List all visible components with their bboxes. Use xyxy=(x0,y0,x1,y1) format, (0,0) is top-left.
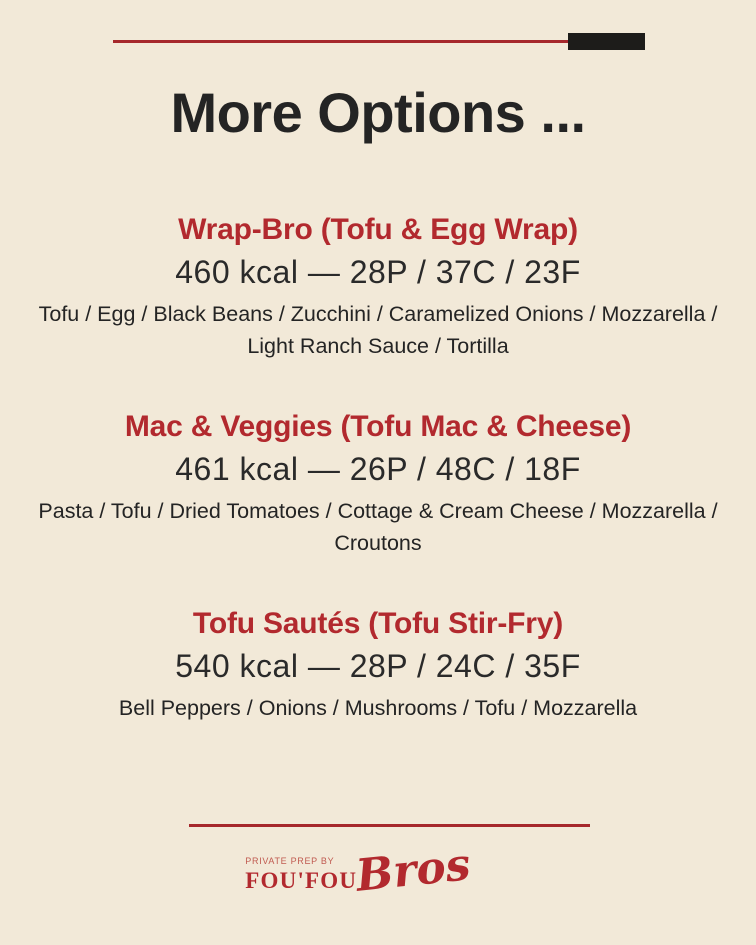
menu-item-ingredients: Pasta / Tofu / Dried Tomatoes / Cottage & Cream Cheese / Mozzarella / Croutons xyxy=(38,498,718,555)
menu-item-name: Tofu Sautés (Tofu Stir-Fry) xyxy=(192,607,564,640)
menu-item-name: Wrap-Bro (Tofu & Egg Wrap) xyxy=(178,213,578,246)
menu-item-ingredients: Tofu / Egg / Black Beans / Zucchini / Caramelized Onions / Mozzarella / Light Ranch Sauce / Tortilla xyxy=(38,301,718,358)
menu-item-tofu-sautes xyxy=(0,607,756,724)
top-divider-line xyxy=(113,40,568,43)
menu-item-macros: 460 kcal — 28P / 37C / 23F xyxy=(175,253,581,290)
menu-item-name: Mac & Veggies (Tofu Mac & Cheese) xyxy=(124,410,632,443)
top-divider xyxy=(113,33,645,50)
menu-item-macros: 540 kcal — 28P / 24C / 35F xyxy=(175,647,581,684)
menu-item-macros: 461 kcal — 26P / 48C / 18F xyxy=(175,450,581,487)
brand-logo-inner xyxy=(245,839,510,902)
brand-logo xyxy=(0,839,756,902)
page-title: More Options ... xyxy=(170,81,586,144)
menu-item-wrap-bro xyxy=(0,213,756,362)
brand-name: FOU'FOU xyxy=(245,868,358,893)
brand-tagline: PRIVATE PREP BY xyxy=(245,856,335,866)
bottom-divider-line xyxy=(189,824,590,827)
top-divider-block xyxy=(568,33,645,50)
brand-script: Bros xyxy=(353,839,473,902)
menu-item-ingredients: Bell Peppers / Onions / Mushrooms / Tofu / Mozzarella xyxy=(118,695,638,720)
menu-item-mac-veggies xyxy=(0,410,756,559)
